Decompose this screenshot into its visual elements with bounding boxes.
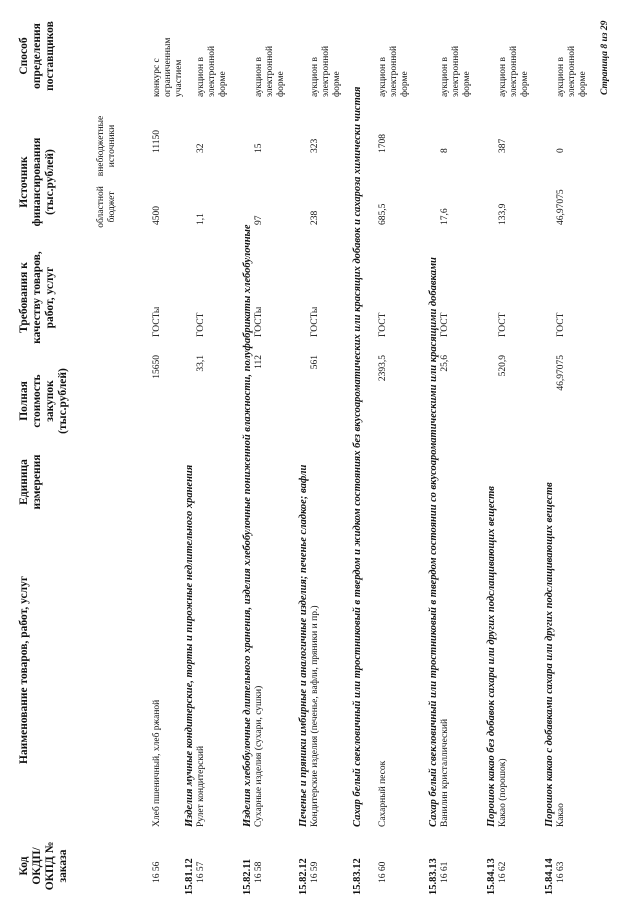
order-number: 16 58 (254, 861, 264, 883)
header-source-regional: областной бюджет (96, 186, 117, 228)
supplier-method: аукцион в электронной форме (378, 45, 410, 97)
header-code: Код ОКДП/ ОКПД № заказа (18, 841, 69, 891)
section-code: 15.82.12 (298, 858, 309, 895)
quality-requirements: ГОСТы (310, 306, 320, 337)
quality-requirements: ГОСТы (152, 306, 162, 337)
page-footer: Страница 8 из 29 (600, 20, 610, 95)
item-name: Ванилин кристаллический (440, 718, 450, 827)
order-number: 16 62 (498, 861, 508, 883)
extra-budget-sources: 32 (196, 143, 206, 153)
section-title: Сахар белый свекловичный или тростниковый в твердом состоянии со вкусоароматическими или красящими добавками (428, 257, 439, 827)
quality-requirements: ГОСТ (378, 312, 388, 337)
regional-budget: 46,97075 (556, 189, 566, 225)
header-unit: Единица измерения (18, 454, 43, 510)
extra-budget-sources: 15 (254, 143, 264, 153)
extra-budget-sources: 8 (440, 148, 450, 153)
quality-requirements: ГОСТ (556, 312, 566, 337)
regional-budget: 133,9 (498, 203, 508, 225)
order-number: 16 61 (440, 861, 450, 883)
supplier-method: аукцион в электронной форме (310, 45, 342, 97)
section-title: Порошок какао с добавками сахара или других подслащивающих веществ (544, 482, 555, 827)
order-number: 16 59 (310, 861, 320, 883)
extra-budget-sources: 387 (498, 138, 508, 153)
supplier-method: аукцион в электронной форме (196, 45, 228, 97)
extra-budget-sources: 323 (310, 138, 320, 153)
supplier-method: аукцион в электронной форме (556, 45, 588, 97)
extra-budget-sources: 1708 (378, 134, 388, 153)
regional-budget: 97 (254, 215, 264, 225)
extra-budget-sources: 11150 (152, 129, 162, 153)
total-cost: 33,1 (196, 355, 206, 372)
section-code: 15.83.12 (352, 858, 363, 895)
total-cost: 2393,5 (378, 355, 388, 382)
order-number: 16 63 (556, 861, 566, 883)
total-cost: 25,6 (440, 355, 450, 372)
header-source: Источник финансирования (тыс.рублей) (18, 137, 56, 227)
regional-budget: 17,6 (440, 208, 450, 225)
regional-budget: 1,1 (196, 213, 206, 225)
item-name: Сахарный песок (378, 760, 388, 827)
section-code: 15.84.13 (486, 858, 497, 895)
total-cost: 112 (254, 355, 264, 369)
item-name: Рулет кондитерский (196, 745, 206, 827)
section-title: Печенье и пряники имбирные и аналогичные изделия; печенье сладкое; вафли (298, 464, 309, 827)
section-code: 15.84.14 (544, 858, 555, 895)
section-title: Сахар белый свекловичный или тростниковый в твердом и жидком состояниях без вкусоароматических или красящих добавок и сахароза химически чистая (352, 86, 363, 827)
order-number: 16 60 (378, 861, 388, 883)
section-code: 15.83.13 (428, 858, 439, 895)
section-code: 15.82.11 (242, 858, 253, 895)
regional-budget: 238 (310, 210, 320, 225)
supplier-method: аукцион в электронной форме (498, 45, 530, 97)
total-cost: 561 (310, 355, 320, 370)
total-cost: 46,97075 (556, 355, 566, 391)
header-cost: Полная стоимость закупок (тыс.рублей) (18, 368, 69, 434)
total-cost: 520,9 (498, 355, 508, 377)
section-title: Порошок какао без добавок сахара или других подслащивающих веществ (486, 486, 497, 827)
regional-budget: 685,5 (378, 203, 388, 225)
supplier-method: аукцион в электронной форме (254, 45, 286, 97)
extra-budget-sources: 0 (556, 148, 566, 153)
order-number: 16 57 (196, 861, 206, 883)
item-name: Сухарные изделия (сухари, сушки) (254, 685, 264, 827)
regional-budget: 4500 (152, 206, 162, 225)
section-code: 15.81.12 (184, 858, 195, 895)
section-title: Изделия мучные кондитерские, торты и пирожные недлительного хранения (184, 464, 195, 827)
header-source-extra: внебюджетные источники (96, 115, 117, 177)
supplier-method: аукцион в электронной форме (440, 45, 472, 97)
item-name: Какао (556, 803, 566, 827)
section-title: Изделия хлебобулочные длительного хранения, изделия хлебобулочные пониженной влажности, полуфабрикаты хлебобулочные (242, 224, 253, 827)
quality-requirements: ГОСТ (196, 312, 206, 337)
quality-requirements: ГОСТ (440, 312, 450, 337)
header-requirements: Требования к качеству товаров, работ, услуг (18, 251, 56, 344)
item-name: Кондитерские изделия (печенье, вафли, пряники и пр.) (310, 605, 320, 827)
item-name: Какао (порошок) (498, 758, 508, 827)
supplier-method: конкурс с ограниченным участием (152, 37, 184, 97)
total-cost: 15650 (152, 355, 162, 379)
header-method: Способ определения поставщиков (18, 21, 56, 91)
order-number: 16 56 (152, 861, 162, 883)
header-name: Наименование товаров, работ, услуг (18, 575, 30, 765)
quality-requirements: ГОСТ (498, 312, 508, 337)
quality-requirements: ГОСТы (254, 306, 264, 337)
item-name: Хлеб пшеничный, хлеб ржаной (152, 699, 162, 827)
